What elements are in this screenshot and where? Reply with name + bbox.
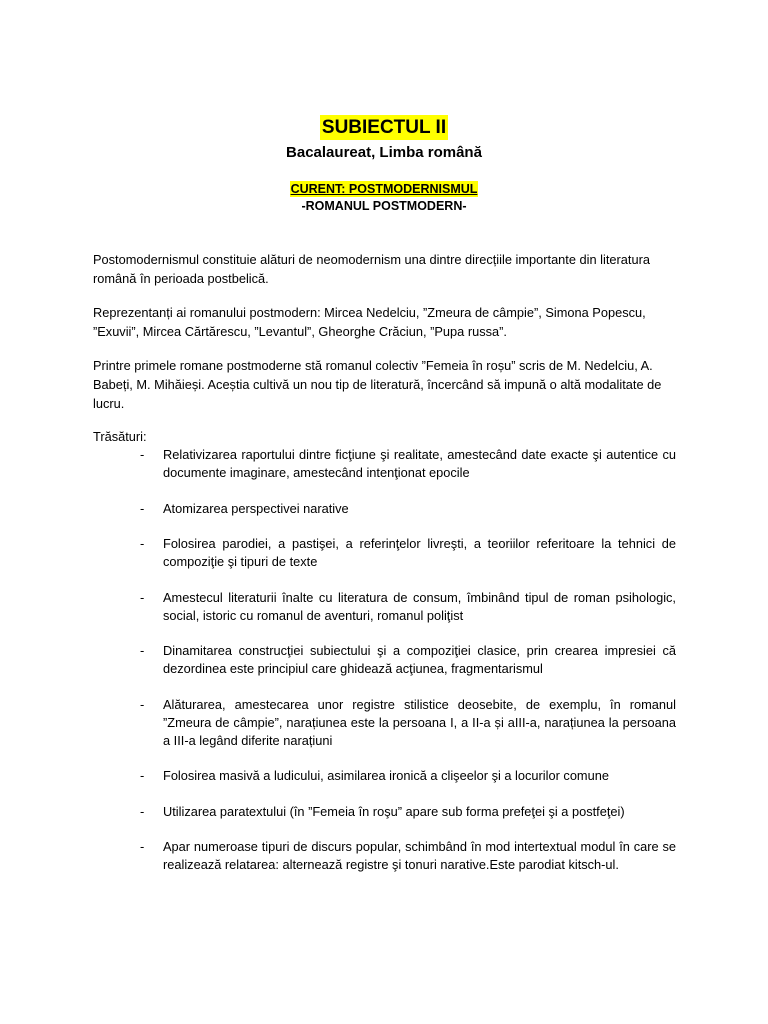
trait-text: Amestecul literaturii înalte cu literatura de consum, îmbinând tipul de roman psihologic, social, istoric cu romanul de aventuri, romanul poliţist <box>163 589 676 623</box>
list-dash: - <box>140 643 145 658</box>
trait-text: Relativizarea raportului dintre ficţiune şi realitate, amestecând date exacte şi autentice cu documente imaginare, amestecând intenţionat epocile <box>163 447 676 480</box>
romanul-heading: -ROMANUL POSTMODERN- <box>301 199 467 213</box>
trait-text: Dinamitarea construcţiei subiectului şi a compoziţiei clasice, prin crearea impresiei că dezordinea este principiul care ghidează acţiunea, fragmentarismul <box>163 643 676 676</box>
curent-row <box>0 180 768 198</box>
trait-text: Alăturarea, amestecarea unor registre stilistice deosebite, de exemplu, în romanul ”Zmeura de câmpie”, narațiunea este la persoana I, a II-a și aIII-a, narațiunea la persoana a III-a legând diferite narațiuni <box>163 696 676 748</box>
trait-text: Utilizarea paratextului (în ”Femeia în roşu” apare sub forma prefeţei şi a postfeţei) <box>163 803 625 819</box>
trait-item <box>93 642 676 678</box>
representatives-paragraph: Reprezentanți ai romanului postmodern: Mircea Nedelciu, ”Zmeura de câmpie”, Simona Popescu, ”Exuvii”, Mircea Cărtărescu, ”Levantul”, Gheorghe Crăciun, ”Pupa russa”. <box>93 305 646 339</box>
intro-paragraph: Postomodernismul constituie alături de neomodernism una dintre direcțiile importante din literatura română în perioada postbelică. <box>93 252 650 286</box>
trait-item <box>93 500 676 518</box>
list-dash: - <box>140 839 145 854</box>
curent-heading: CURENT: POSTMODERNISMUL <box>290 182 478 196</box>
trait-item <box>93 535 676 571</box>
trait-text: Atomizarea perspectivei narative <box>163 500 349 516</box>
list-dash: - <box>140 803 145 819</box>
trait-item <box>93 803 676 821</box>
list-dash: - <box>140 768 145 783</box>
trait-item <box>93 589 676 625</box>
trait-item <box>93 767 676 785</box>
traits-list <box>93 446 676 892</box>
trait-item <box>93 696 676 750</box>
trait-text: Folosirea masivă a ludicului, asimilarea ironică a clişeelor şi a locurilor comune <box>163 768 609 783</box>
list-dash: - <box>140 447 145 462</box>
list-dash: - <box>140 589 145 605</box>
title-row <box>0 115 768 140</box>
list-dash: - <box>140 696 145 712</box>
first-novels-paragraph: Printre primele romane postmoderne stă romanul colectiv ”Femeia în roșu” scris de M. Nedelciu, A. Babeți, M. Mihăieși. Aceștia cultivă un nou tip de literatură, încercând să impună o altă modalitate de lucru. <box>93 358 662 411</box>
trait-text: Apar numeroase tipuri de discurs popular, schimbând în mod intertextual modul în care se realizează relatarea: alternează registre şi tonuri narative.Este parodiat kitsch-ul. <box>163 839 676 872</box>
document-title: SUBIECTUL II <box>321 117 447 138</box>
trait-item <box>93 446 676 482</box>
list-dash: - <box>140 536 145 551</box>
trait-text: Folosirea parodiei, a pastişei, a referinţelor livreşti, a teoriilor referitoare la tehnici de compoziţie şi tipuri de texte <box>163 536 676 569</box>
trait-item <box>93 838 676 874</box>
document-subtitle: Bacalaureat, Limba română <box>286 144 482 161</box>
list-dash: - <box>140 500 145 516</box>
traits-label: Trăsături: <box>93 429 147 444</box>
